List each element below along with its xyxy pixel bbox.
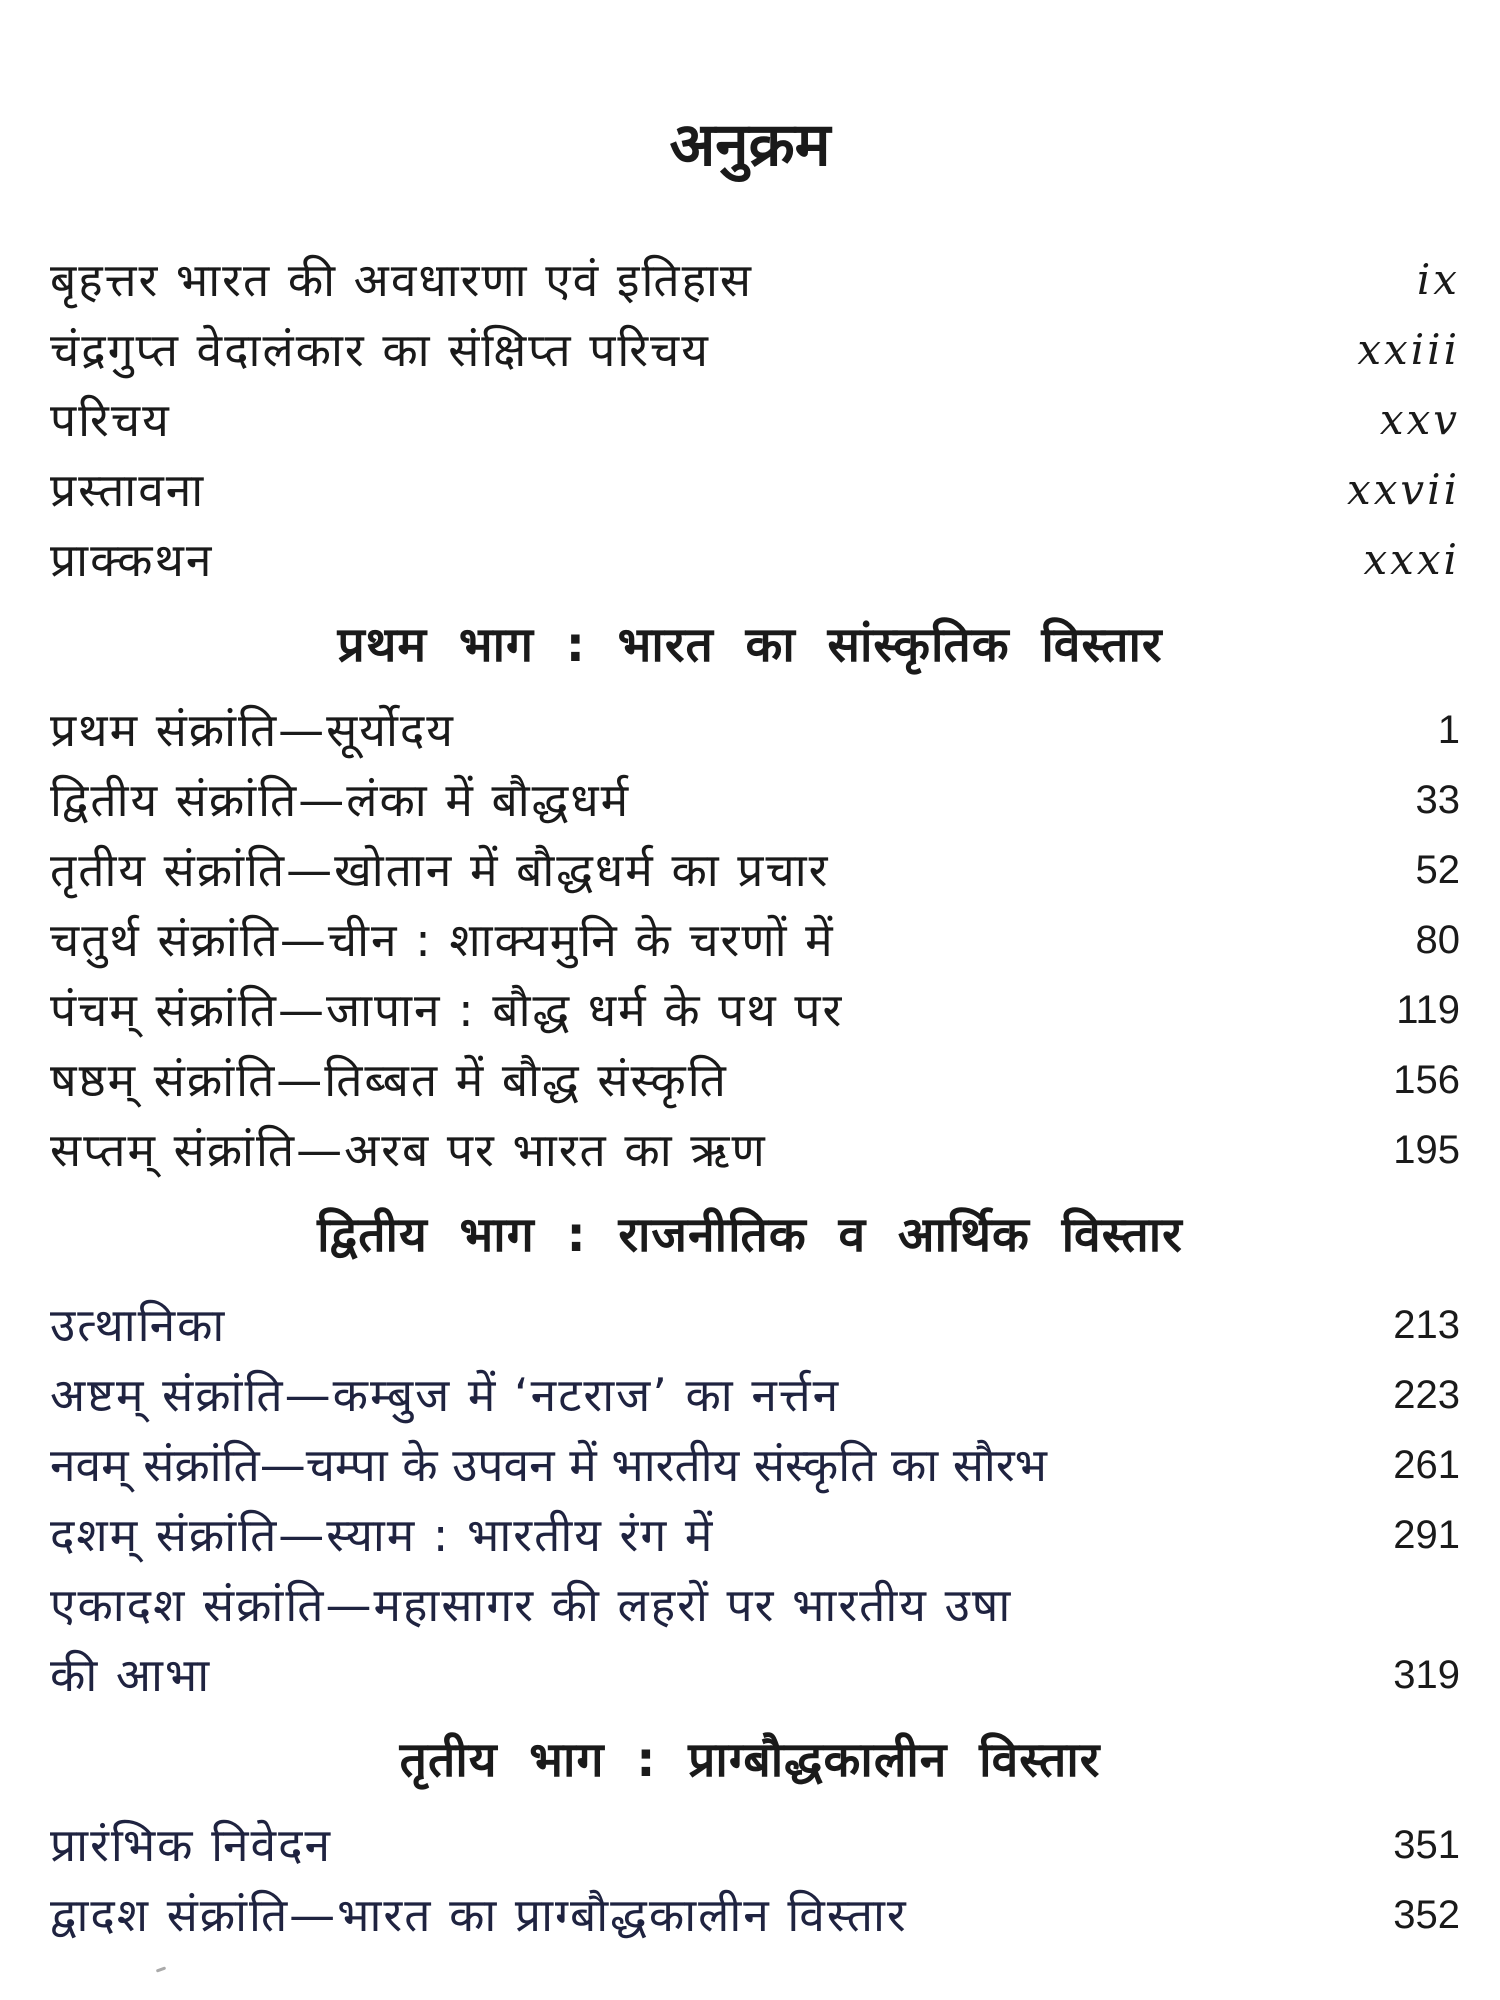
paper-speck — [156, 1966, 166, 1972]
toc-entry[interactable] — [50, 1290, 1460, 1360]
toc-entry-page: 80 — [1415, 918, 1460, 962]
toc-entry-label: उत्थानिका — [50, 1298, 227, 1352]
toc-entry-page: 223 — [1393, 1373, 1460, 1417]
toc-entry-label: अष्टम् संक्रांति—कम्बुज में ‘नटराज’ का नर्त्तन — [50, 1368, 841, 1422]
toc-entry[interactable] — [50, 695, 1460, 765]
toc-entry-page: 261 — [1393, 1443, 1460, 1487]
toc-entry-label: षष्ठम् संक्रांति—तिब्बत में बौद्ध संस्कृति — [50, 1053, 728, 1107]
toc-entry[interactable] — [50, 1115, 1460, 1185]
toc-entry-label: प्राक्कथन — [50, 533, 214, 587]
toc-entry[interactable] — [50, 525, 1460, 595]
toc-entry-page: xxvii — [1347, 465, 1460, 514]
toc-entry[interactable] — [50, 1430, 1460, 1500]
toc-entry[interactable] — [50, 1360, 1460, 1430]
toc-entry-label: पंचम् संक्रांति—जापान : बौद्ध धर्म के पथ पर — [50, 983, 844, 1037]
toc-entry-page: 119 — [1396, 988, 1460, 1032]
toc-entry[interactable] — [50, 1640, 1460, 1710]
toc-entry[interactable] — [50, 245, 1460, 315]
toc-entry-label: प्रस्तावना — [50, 463, 206, 517]
part-heading: तृतीय भाग : प्राग्बौद्धकालीन विस्तार — [399, 1732, 1101, 1788]
part-heading: द्वितीय भाग : राजनीतिक व आर्थिक विस्तार — [317, 1207, 1183, 1263]
toc-entry-page: ix — [1416, 255, 1460, 304]
page-title: अनुक्रम — [669, 110, 831, 180]
toc-entry-page: 52 — [1415, 848, 1460, 892]
toc-entry-label: द्वादश संक्रांति—भारत का प्राग्बौद्धकालीन विस्तार — [50, 1888, 908, 1942]
toc-entry-label: द्वितीय संक्रांति—लंका में बौद्धधर्म — [50, 773, 631, 827]
toc-entry[interactable] — [50, 1880, 1460, 1950]
toc-entry-label: प्रारंभिक निवेदन — [50, 1818, 333, 1872]
toc-entry-label: चंद्रगुप्त वेदालंकार का संक्षिप्त परिचय — [50, 323, 710, 377]
toc-entry-label: दशम् संक्रांति—स्याम : भारतीय रंग में — [50, 1508, 715, 1562]
toc-entry[interactable] — [50, 385, 1460, 455]
toc-entry[interactable] — [50, 1500, 1460, 1570]
toc-entry[interactable] — [50, 1045, 1460, 1115]
toc-entry-page: 1 — [1437, 708, 1460, 752]
toc-entry-page: 351 — [1393, 1823, 1460, 1867]
toc-entry[interactable] — [50, 1810, 1460, 1880]
toc-entry[interactable] — [50, 1570, 1460, 1640]
toc-entry[interactable] — [50, 905, 1460, 975]
toc-entry-page: xxv — [1379, 395, 1460, 444]
toc-entry-page: 33 — [1415, 778, 1460, 822]
toc-entry[interactable] — [50, 975, 1460, 1045]
toc-entry-label: नवम् संक्रांति—चम्पा के उपवन में भारतीय संस्कृति का सौरभ — [50, 1438, 1048, 1492]
toc-entry-page: 319 — [1393, 1653, 1460, 1697]
toc-entry-page: 213 — [1393, 1303, 1460, 1347]
toc-entry[interactable] — [50, 765, 1460, 835]
toc-entry-label: की आभा — [50, 1648, 212, 1702]
toc-entry[interactable] — [50, 455, 1460, 525]
toc-entry[interactable] — [50, 315, 1460, 385]
toc-entry-page: 352 — [1393, 1893, 1460, 1937]
toc-entry-page: xxxi — [1363, 535, 1460, 584]
toc-entry-label: चतुर्थ संक्रांति—चीन : शाक्यमुनि के चरणों में — [50, 913, 835, 967]
toc-entry-page: 195 — [1393, 1128, 1460, 1172]
toc-entry-page: 291 — [1393, 1513, 1460, 1557]
toc-entry-page: xxiii — [1357, 325, 1460, 374]
toc-entry-label: प्रथम संक्रांति—सूर्योदय — [50, 703, 455, 757]
toc-entry-page: 156 — [1393, 1058, 1460, 1102]
toc-entry-label: बृहत्तर भारत की अवधारणा एवं इतिहास — [50, 253, 754, 307]
part-heading: प्रथम भाग : भारत का सांस्कृतिक विस्तार — [337, 617, 1163, 673]
toc-entry[interactable] — [50, 835, 1460, 905]
toc-entry-label: परिचय — [50, 393, 171, 447]
toc-entry-label: सप्तम् संक्रांति—अरब पर भारत का ऋण — [50, 1123, 767, 1177]
toc-entry-label: तृतीय संक्रांति—खोतान में बौद्धधर्म का प्रचार — [50, 843, 830, 897]
toc-entry-label: एकादश संक्रांति—महासागर की लहरों पर भारतीय उषा — [50, 1578, 1013, 1632]
